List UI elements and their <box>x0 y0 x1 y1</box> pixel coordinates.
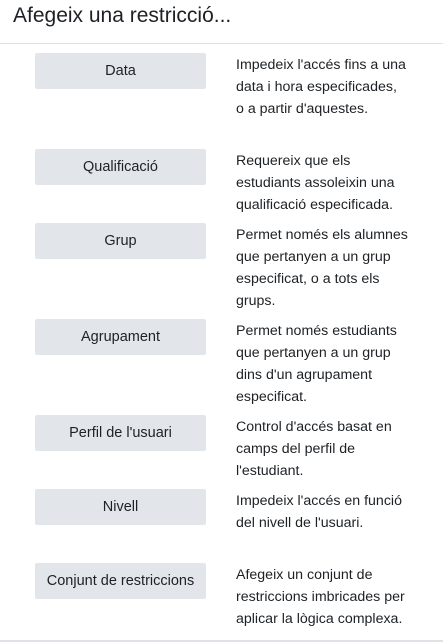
restriction-option-restriction-set <box>35 563 410 640</box>
restriction-option-grouping <box>35 319 410 415</box>
level-restriction-description: Impedeix l'accés en funció del nivell de l'usuari. <box>236 493 402 531</box>
grade-restriction-button[interactable]: Qualificació <box>35 149 206 185</box>
group-restriction-description: Permet només els alumnes que pertanyen a un grup especificat, o a tots els grups. <box>236 227 408 309</box>
date-restriction-button[interactable]: Data <box>35 53 206 89</box>
grouping-restriction-button[interactable]: Agrupament <box>35 319 206 355</box>
restriction-option-group <box>35 223 410 319</box>
restriction-options-list <box>35 53 410 640</box>
group-restriction-button[interactable]: Grup <box>35 223 206 259</box>
restriction-set-description: Afegeix un conjunt de restriccions imbricades per aplicar la lògica complexa. <box>236 567 405 627</box>
restriction-set-button[interactable]: Conjunt de restriccions <box>35 563 206 599</box>
restriction-option-user-profile <box>35 415 410 489</box>
restriction-option-grade <box>35 149 410 223</box>
restriction-option-date <box>35 53 410 149</box>
restriction-option-level <box>35 489 410 563</box>
user-profile-restriction-button[interactable]: Perfil de l'usuari <box>35 415 206 451</box>
date-restriction-description: Impedeix l'accés fins a una data i hora especificades, o a partir d'aquestes. <box>236 57 406 117</box>
grade-restriction-description: Requereix que els estudiants assoleixin una qualificació especificada. <box>236 153 395 213</box>
dialog-header <box>0 0 443 44</box>
dialog-title: Afegeix una restricció... <box>13 4 232 27</box>
user-profile-restriction-description: Control d'accés basat en camps del perfil de l'estudiant. <box>236 419 392 479</box>
grouping-restriction-description: Permet només estudiants que pertanyen a un grup dins d'un agrupament especificat. <box>236 323 397 405</box>
level-restriction-button[interactable]: Nivell <box>35 489 206 525</box>
dialog-body[interactable] <box>0 44 443 640</box>
